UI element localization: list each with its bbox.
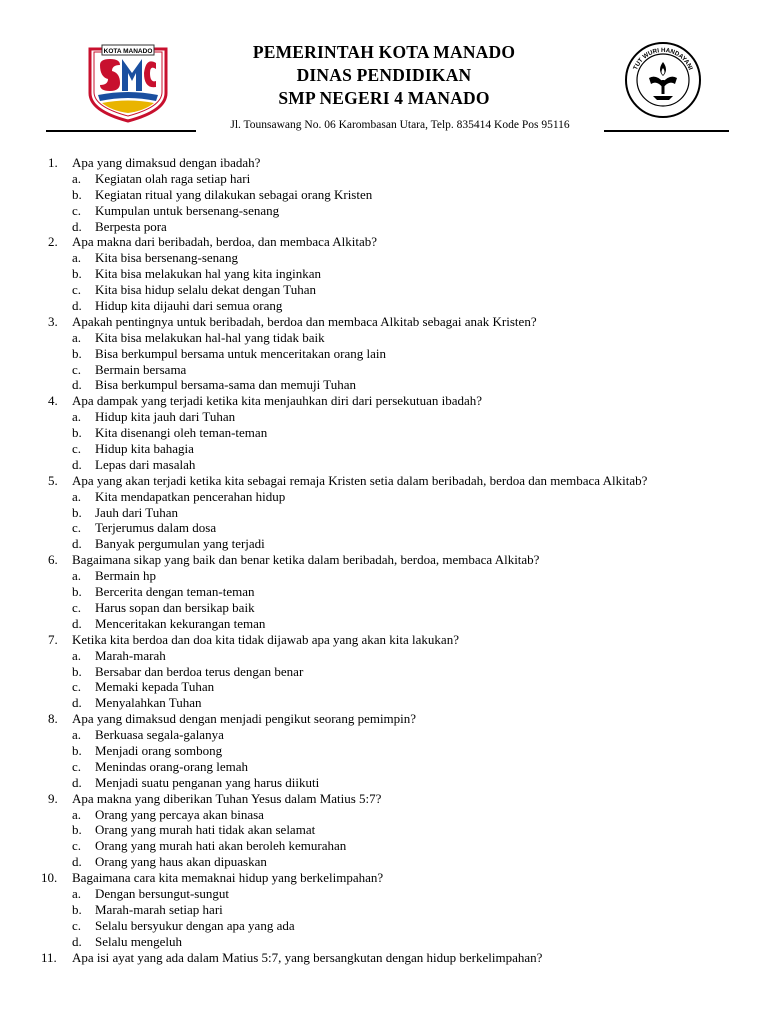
option-letter: a.	[72, 806, 82, 822]
answer-option	[0, 409, 768, 425]
option-letter: b.	[72, 425, 82, 441]
option-text: Hidup kita dijauhi dari semua orang	[95, 298, 283, 314]
header-title-government: PEMERINTAH KOTA MANADO	[252, 42, 516, 62]
option-text: Marah-marah setiap hari	[95, 901, 223, 917]
option-letter: d.	[72, 218, 82, 234]
option-text: Menindas orang-orang lemah	[95, 758, 249, 774]
option-letter: c.	[72, 917, 82, 933]
option-text: Kita bisa bersenang-senang	[95, 250, 238, 266]
answer-option	[0, 648, 768, 664]
option-text: Hidup kita jauh dari Tuhan	[95, 409, 236, 425]
answer-option	[0, 505, 768, 521]
answer-option	[0, 886, 768, 902]
question-number: 2.	[48, 234, 58, 250]
option-text: Selalu bersyukur dengan apa yang ada	[95, 917, 295, 933]
answer-option	[0, 330, 768, 346]
option-letter: a.	[72, 727, 82, 743]
option-text: Dengan bersungut-sungut	[95, 885, 229, 901]
answer-option	[0, 489, 768, 505]
question-number: 10.	[41, 870, 58, 886]
option-letter: d.	[72, 854, 82, 870]
question-item	[0, 870, 768, 886]
answer-option	[0, 282, 768, 298]
answer-option	[0, 664, 768, 680]
question-number: 3.	[48, 313, 58, 329]
option-letter: b.	[72, 901, 82, 917]
question-item	[0, 155, 768, 171]
option-text: Bersabar dan berdoa terus dengan benar	[95, 663, 304, 679]
option-letter: c.	[72, 441, 82, 457]
answer-option	[0, 838, 768, 854]
option-letter: c.	[72, 282, 82, 298]
answer-option	[0, 441, 768, 457]
answer-option	[0, 219, 768, 235]
answer-option	[0, 203, 768, 219]
option-letter: b.	[72, 822, 82, 838]
option-text: Kita bisa hidup selalu dekat dengan Tuhan	[95, 282, 316, 298]
option-text: Menjadi suatu penganan yang harus diikuti	[95, 774, 320, 790]
option-letter: a.	[72, 647, 82, 663]
answer-option	[0, 854, 768, 870]
answer-option	[0, 616, 768, 632]
question-number: 9.	[48, 790, 58, 806]
question-number: 6.	[48, 552, 58, 568]
option-letter: c.	[72, 599, 82, 615]
option-text: Harus sopan dan bersikap baik	[95, 599, 255, 615]
option-letter: b.	[72, 504, 82, 520]
header-address: Jl. Tounsawang No. 06 Karombasan Utara, Telp. 835414 Kode Pos 95116	[230, 119, 570, 131]
answer-option	[0, 298, 768, 314]
question-text: Bagaimana sikap yang baik dan benar ketika dalam beribadah, berdoa, membaca Alkitab?	[72, 552, 540, 568]
option-letter: d.	[72, 615, 82, 631]
answer-option	[0, 250, 768, 266]
letterhead	[0, 0, 768, 140]
option-text: Berpesta pora	[95, 218, 167, 234]
question-item	[0, 473, 768, 489]
option-text: Menceritakan kekurangan teman	[95, 615, 266, 631]
header-rule-right	[604, 130, 729, 132]
option-text: Kegiatan olah raga setiap hari	[95, 170, 251, 186]
option-letter: a.	[72, 488, 82, 504]
question-item	[0, 552, 768, 568]
svg-text:KOTA MANADO: KOTA MANADO	[103, 48, 153, 55]
option-text: Kita disenangi oleh teman-teman	[95, 425, 268, 441]
option-letter: a.	[72, 885, 82, 901]
answer-option	[0, 775, 768, 791]
option-text: Bermain bersama	[95, 361, 187, 377]
question-text: Ketika kita berdoa dan doa kita tidak dijawab apa yang akan kita lakukan?	[72, 631, 459, 647]
answer-option	[0, 822, 768, 838]
option-letter: c.	[72, 361, 82, 377]
option-letter: a.	[72, 568, 82, 584]
option-letter: a.	[72, 250, 82, 266]
question-item	[0, 950, 768, 966]
question-text: Apa yang dimaksud dengan ibadah?	[72, 155, 261, 170]
question-number: 7.	[48, 631, 58, 647]
option-letter: c.	[72, 520, 82, 536]
option-text: Hidup kita bahagia	[95, 441, 194, 457]
option-text: Bercerita dengan teman-teman	[95, 584, 255, 600]
svg-text:TUT WURI HANDAYANI: TUT WURI HANDAYANI	[632, 46, 694, 72]
question-item	[0, 791, 768, 807]
question-item	[0, 711, 768, 727]
question-number: 11.	[41, 949, 57, 965]
question-text: Apa isi ayat yang ada dalam Matius 5:7, yang bersangkutan dengan hidup berkelimpahan?	[72, 949, 543, 965]
answer-option	[0, 695, 768, 711]
option-letter: b.	[72, 584, 82, 600]
answer-option	[0, 266, 768, 282]
option-text: Orang yang haus akan dipuaskan	[95, 854, 267, 870]
option-text: Selalu mengeluh	[95, 933, 183, 949]
option-text: Berkuasa segala-galanya	[95, 727, 224, 743]
answer-option	[0, 600, 768, 616]
option-letter: b.	[72, 345, 82, 361]
answer-option	[0, 377, 768, 393]
answer-option	[0, 807, 768, 823]
question-number: 4.	[48, 393, 58, 409]
header-rule-left	[46, 130, 196, 132]
option-text: Kita mendapatkan pencerahan hidup	[95, 488, 286, 504]
question-text: Apakah pentingnya untuk beribadah, berdoa dan membaca Alkitab sebagai anak Kristen?	[72, 313, 537, 329]
option-text: Memaki kepada Tuhan	[95, 679, 215, 695]
option-letter: b.	[72, 663, 82, 679]
option-text: Bisa berkumpul bersama-sama dan memuji Tuhan	[95, 377, 357, 393]
question-text: Apa makna dari beribadah, berdoa, dan membaca Alkitab?	[72, 234, 378, 250]
option-text: Marah-marah	[95, 647, 166, 663]
option-text: Orang yang murah hati tidak akan selamat	[95, 822, 316, 838]
option-text: Lepas dari masalah	[95, 456, 196, 472]
option-text: Orang yang percaya akan binasa	[95, 806, 264, 822]
option-letter: b.	[72, 742, 82, 758]
question-text: Bagaimana cara kita memaknai hidup yang berkelimpahan?	[72, 870, 384, 886]
option-letter: b.	[72, 186, 82, 202]
answer-option	[0, 918, 768, 934]
answer-option	[0, 902, 768, 918]
option-letter: d.	[72, 933, 82, 949]
answer-option	[0, 679, 768, 695]
option-letter: b.	[72, 266, 82, 282]
option-text: Banyak pergumulan yang terjadi	[95, 536, 265, 552]
option-letter: c.	[72, 838, 82, 854]
answer-option	[0, 759, 768, 775]
option-text: Kita bisa melakukan hal yang kita inginkan	[95, 266, 321, 282]
question-item	[0, 632, 768, 648]
kota-manado-crest-icon	[84, 43, 172, 123]
answer-option	[0, 362, 768, 378]
option-letter: d.	[72, 774, 82, 790]
option-letter: c.	[72, 202, 82, 218]
option-text: Orang yang murah hati akan beroleh kemurahan	[95, 838, 347, 854]
answer-option	[0, 425, 768, 441]
header-title-department: DINAS PENDIDIKAN	[296, 65, 472, 85]
option-text: Bisa berkumpul bersama untuk menceritakan orang lain	[95, 345, 386, 361]
question-item	[0, 314, 768, 330]
option-text: Jauh dari Tuhan	[95, 504, 179, 520]
option-letter: a.	[72, 170, 82, 186]
option-text: Terjerumus dalam dosa	[95, 520, 217, 536]
question-number: 8.	[48, 711, 58, 727]
answer-option	[0, 187, 768, 203]
option-letter: c.	[72, 679, 82, 695]
option-text: Bermain hp	[95, 568, 157, 584]
question-text: Apa makna yang diberikan Tuhan Yesus dalam Matius 5:7?	[72, 790, 382, 806]
option-letter: d.	[72, 456, 82, 472]
answer-option	[0, 743, 768, 759]
answer-option	[0, 934, 768, 950]
option-text: Menyalahkan Tuhan	[95, 695, 202, 711]
answer-option	[0, 727, 768, 743]
option-text: Kegiatan ritual yang dilakukan sebagai orang Kristen	[95, 186, 373, 202]
answer-option	[0, 457, 768, 473]
question-text: Apa yang akan terjadi ketika kita sebagai remaja Kristen setia dalam beribadah, berdoa dan membaca Alkitab?	[72, 472, 648, 488]
answer-option	[0, 568, 768, 584]
header-title-school: SMP NEGERI 4 MANADO	[278, 88, 490, 108]
option-letter: d.	[72, 298, 82, 314]
question-item	[0, 393, 768, 409]
answer-option	[0, 536, 768, 552]
question-text: Apa yang dimaksud dengan menjadi pengikut seorang pemimpin?	[72, 711, 417, 727]
answer-option	[0, 171, 768, 187]
option-text: Kita bisa melakukan hal-hal yang tidak baik	[95, 329, 325, 345]
option-letter: a.	[72, 409, 82, 425]
option-letter: d.	[72, 377, 82, 393]
question-number: 1.	[48, 155, 58, 170]
option-letter: a.	[72, 329, 82, 345]
answer-option	[0, 584, 768, 600]
option-letter: c.	[72, 758, 82, 774]
option-letter: d.	[72, 536, 82, 552]
option-text: Menjadi orang sombong	[95, 742, 223, 758]
option-text: Kumpulan untuk bersenang-senang	[95, 202, 280, 218]
question-list	[0, 155, 768, 965]
question-number: 5.	[48, 472, 58, 488]
answer-option	[0, 346, 768, 362]
option-letter: d.	[72, 695, 82, 711]
question-text: Apa dampak yang terjadi ketika kita menjauhkan diri dari persekutuan ibadah?	[72, 393, 483, 409]
tut-wuri-handayani-icon	[623, 40, 703, 120]
answer-option	[0, 520, 768, 536]
question-item	[0, 234, 768, 250]
